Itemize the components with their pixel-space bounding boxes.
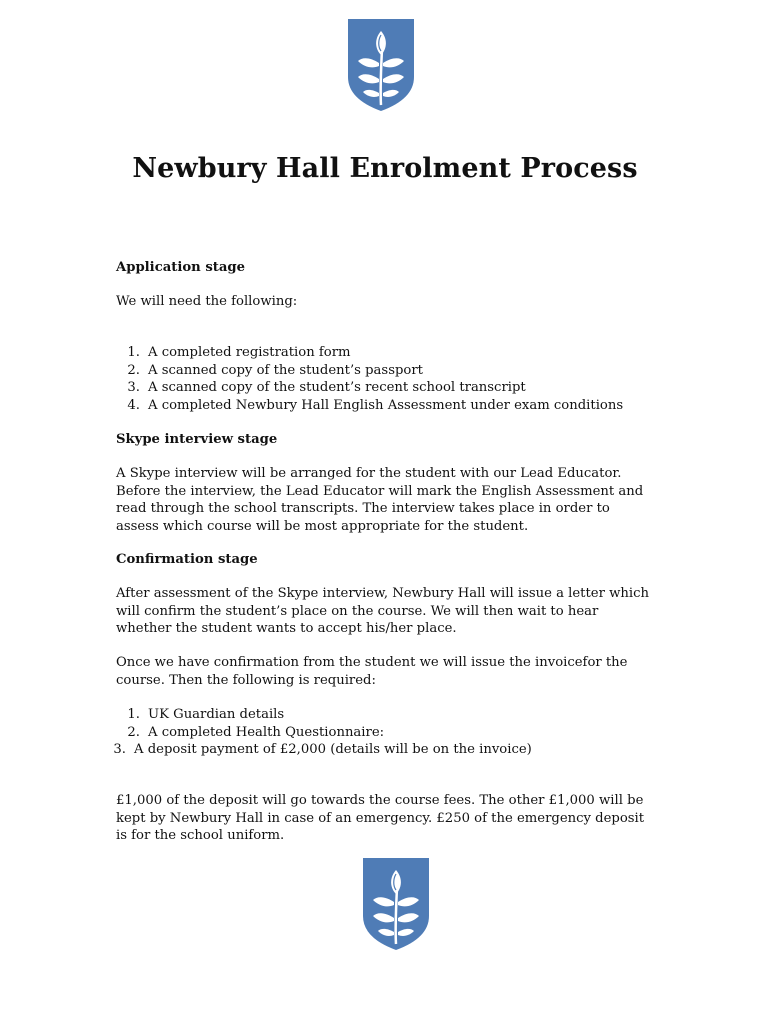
- list-item: 3. A scanned copy of the student’s recent school transcript: [127, 380, 526, 396]
- section-heading-skype: Skype interview stage: [116, 432, 278, 447]
- list-item: 4. A completed Newbury Hall English Assessment under exam conditions: [127, 397, 624, 413]
- application-intro: We will need the following:: [116, 294, 298, 309]
- school-crest-icon: [348, 19, 414, 111]
- list-item: 1. UK Guardian details: [127, 707, 285, 722]
- section-heading-confirmation: Confirmation stage: [116, 552, 258, 567]
- school-crest-icon: [363, 858, 429, 950]
- page-title: Newbury Hall Enrolment Process: [132, 153, 638, 184]
- confirmation-requirements-list: [113, 706, 656, 759]
- confirmation-paragraph-1: After assessment of the Skype interview, Newbury Hall will issue a letter which will confirm the student’s place on the course. We will then wait to hear whether the student wants to accept his/her place.: [116, 586, 649, 637]
- skype-paragraph: A Skype interview will be arranged for the student with our Lead Educator. Before the interview, the Lead Educator will mark the English Assessment and read through the school transcripts. The interview takes place in order to assess which course will be most appropriate for the student.: [116, 466, 644, 534]
- section-heading-application: Application stage: [116, 260, 246, 275]
- list-item: 1. A completed registration form: [127, 345, 351, 360]
- list-item: 2. A scanned copy of the student’s passport: [127, 362, 423, 378]
- application-section: [116, 259, 656, 277]
- application-requirements-list: [116, 344, 656, 414]
- confirmation-paragraph-2: Once we have confirmation from the student we will issue the invoicefor the course. Then the following is required:: [116, 655, 628, 688]
- list-item: 2. A completed Health Questionnaire:: [127, 724, 385, 740]
- list-item: 3. A deposit payment of £2,000 (details will be on the invoice): [113, 742, 532, 758]
- deposit-paragraph: £1,000 of the deposit will go towards the course fees. The other £1,000 will be kept by Newbury Hall in case of an emergency. £250 of the emergency deposit is for the school uniform.: [116, 793, 645, 844]
